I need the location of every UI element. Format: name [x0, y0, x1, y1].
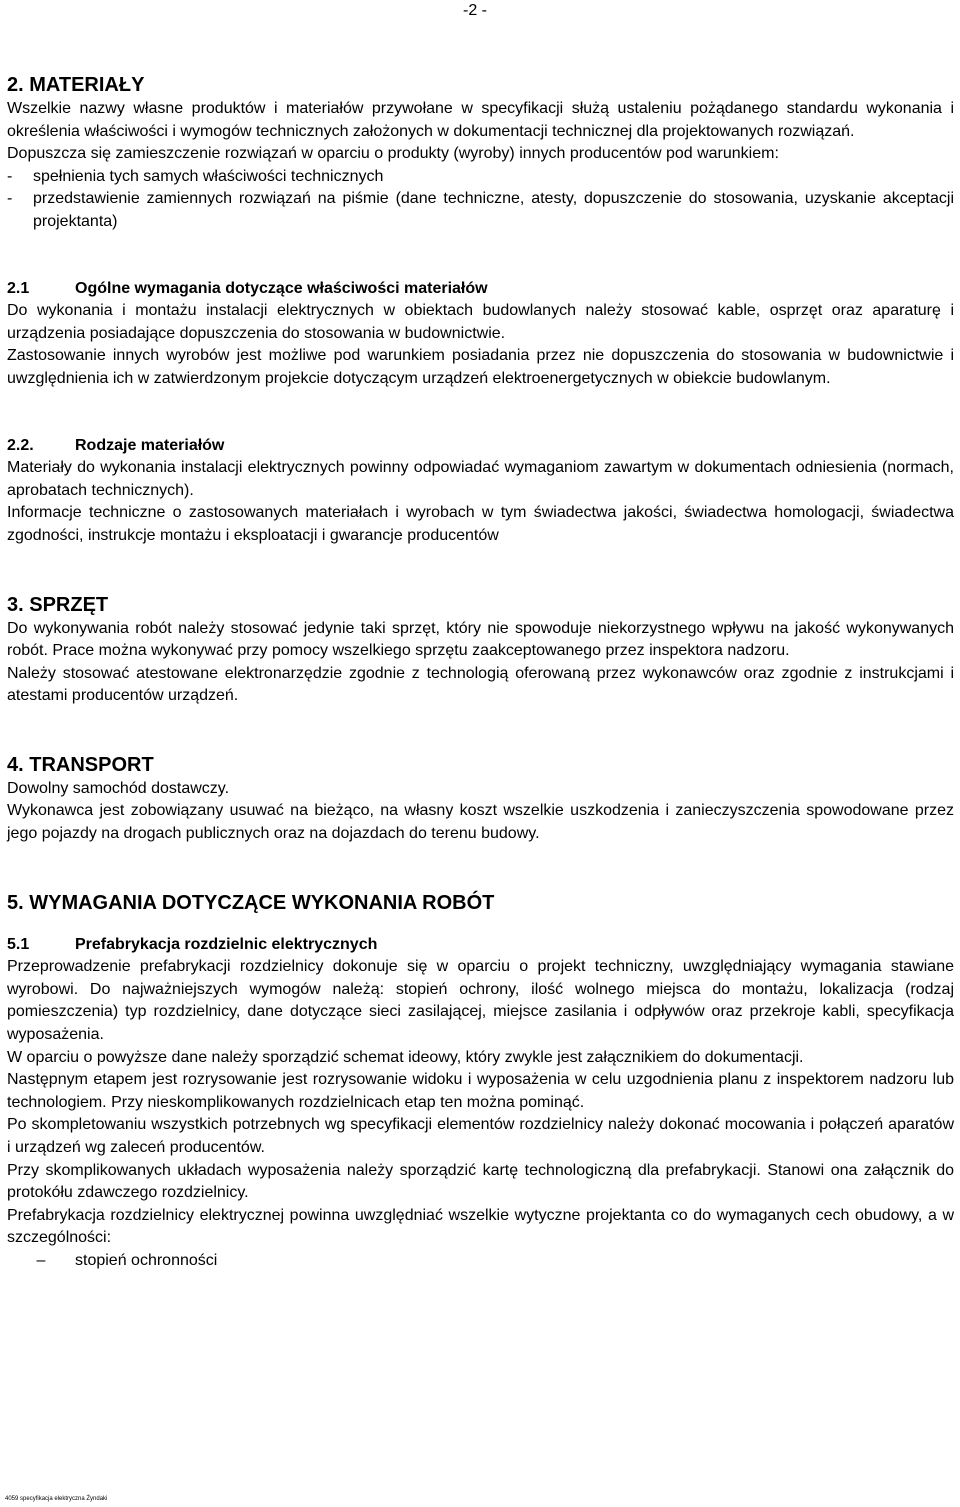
section-5-paragraph-1: Przeprowadzenie prefabrykacji rozdzielnicy dokonuje się w oparciu o projekt techniczny, uwzględniający wymagania stawiane wyrobowi. Do najważniejszych wymogów należą: stopień ochrony, ilość wolnego miejsca do montażu, lokalizacja (rodzaj pomieszczenia) typ rozdzielnicy, dane dotyczące sieci zasilającej, miejsce zasilania i odpływów oraz przekroje kabli, specyfikacja wyposażenia. [7, 958, 954, 1044]
document-body [7, 72, 954, 1273]
list-bullet: – [36, 1251, 46, 1269]
section-2-paragraph-1: Wszelkie nazwy własne produktów i materiałów przywołane w specyfikacji służą ustaleniu pożądanego standardu wykonania i określenia właściwości i wymogów technicznych założonych w dokumentacji technicznej dla projektowanych rozwiązań. [7, 100, 954, 140]
subsection-2-2-paragraph-1: Materiały do wykonania instalacji elektrycznych powinny odpowiadać wymaganiom zawartym w dokumentach odniesienia (normach, aprobatach technicznych). [7, 459, 954, 499]
section-3-paragraph-1: Do wykonywania robót należy stosować jedynie taki sprzęt, który nie spowoduje niekorzystnego wpływu na jakość wykonywanych robót. Prace można wykonywać przy pomocy wszelkiego sprzętu zaakceptowanego przez inspektora nadzoru. [7, 619, 954, 660]
subsection-number: 2.1 [7, 279, 30, 297]
page-number: -2 - [463, 2, 487, 19]
subsection-number: 2.2. [7, 436, 34, 454]
section-4-heading: 4. TRANSPORT [7, 753, 154, 776]
list-item-text: stopień ochronności [75, 1251, 218, 1269]
subsection-2-2-heading [7, 435, 954, 458]
section-5-paragraph-5: Przy skomplikowanych układach wyposażenia należy sporządzić kartę technologiczną dla prefabrykacji. Stanowi ona załącznik do protokółu zdawczego rozdzielnicy. [7, 1161, 954, 1202]
section-2-paragraph-2: Dopuszcza się zamieszczenie rozwiązań w oparciu o produkty (wyroby) innych producentów pod warunkiem: [7, 145, 779, 163]
subsection-2-1-heading [7, 278, 954, 301]
section-5-paragraph-4: Po skompletowaniu wszystkich potrzebnych wg specyfikacji elementów rozdzielnicy należy dokonać mocowania i połączeń aparatów i urządzeń wg zaleceń producentów. [7, 1116, 954, 1156]
list-bullet: - [7, 167, 13, 185]
section-2-heading: 2. MATERIAŁY [7, 74, 145, 96]
section-5-paragraph-6: Prefabrykacja rozdzielnicy elektrycznej powinna uwzględniać wszelkie wytyczne projektanta co do wymaganych cech obudowy, a w szczególności: [7, 1206, 954, 1247]
list-item-text: spełnienia tych samych właściwości technicznych [33, 167, 384, 185]
subsection-2-2-paragraph-2: Informacje techniczne o zastosowanych materiałach i wyrobach w tym świadectwa jakości, świadectwa homologacji, świadectwa zgodności, instrukcje montażu i eksploatacji i gwarancje producentów [7, 504, 954, 544]
section-5-heading: 5. WYMAGANIA DOTYCZĄCE WYKONANIA ROBÓT [7, 891, 495, 914]
section-3-heading: 3. SPRZĘT [7, 593, 109, 616]
subsection-2-1-paragraph-2: Zastosowanie innych wyrobów jest możliwe pod warunkiem posiadania przez nie dopuszczenia do stosowania w budownictwie i uwzględnienia ich w zatwierdzonym projekcie dotyczącym urządzeń elektroenergetycznych w obiekcie budowlanym. [7, 347, 954, 387]
subsection-title: Prefabrykacja rozdzielnic elektrycznych [75, 935, 378, 953]
list-bullet: - [7, 190, 13, 208]
list-item [7, 1250, 954, 1273]
subsection-2-1-paragraph-1: Do wykonania i montażu instalacji elektrycznych w obiektach budowlanych należy stosować kable, osprzęt oraz aparaturę i urządzenia posiadające dopuszczenia do stosowania w budownictwie. [7, 302, 954, 342]
list-item [7, 188, 954, 233]
list-item-text: przedstawienie zamiennych rozwiązań na piśmie (dane techniczne, atesty, dopuszczenie do stosowania, uzyskanie akceptacji projektanta) [33, 190, 954, 230]
subsection-title: Ogólne wymagania dotyczące właściwości materiałów [75, 279, 488, 297]
section-5-paragraph-2: W oparciu o powyższe dane należy sporządzić schemat ideowy, który zwykle jest załącznikiem do dokumentacji. [7, 1048, 804, 1066]
section-5-paragraph-3: Następnym etapem jest rozrysowanie jest rozrysowanie widoku i wyposażenia w celu uzgodnienia planu z inspektorem nadzoru lub technologiem. Przy nieskomplikowanych rozdzielnicach etap ten można pominąć. [7, 1071, 954, 1111]
subsection-title: Rodzaje materiałów [75, 436, 225, 454]
footer-note: 4059 specyfikacja elektryczna Żyndaki [5, 1496, 108, 1502]
list-item [7, 166, 954, 189]
subsection-5-1-heading [7, 934, 954, 957]
section-4-paragraph-2: Wykonawca jest zobowiązany usuwać na bieżąco, na własny koszt wszelkie uszkodzenia i zanieczyszczenia spowodowane przez jego pojazdy na drogach publicznych oraz na dojazdach do terenu budowy. [7, 802, 954, 843]
section-3-paragraph-2: Należy stosować atestowane elektronarzędzie zgodnie z technologią oferowaną przez wykonawców oraz zgodnie z instrukcjami i atestami producentów urządzeń. [7, 664, 954, 705]
section-4-paragraph-1: Dowolny samochód dostawczy. [7, 779, 230, 797]
subsection-number: 5.1 [7, 935, 30, 953]
